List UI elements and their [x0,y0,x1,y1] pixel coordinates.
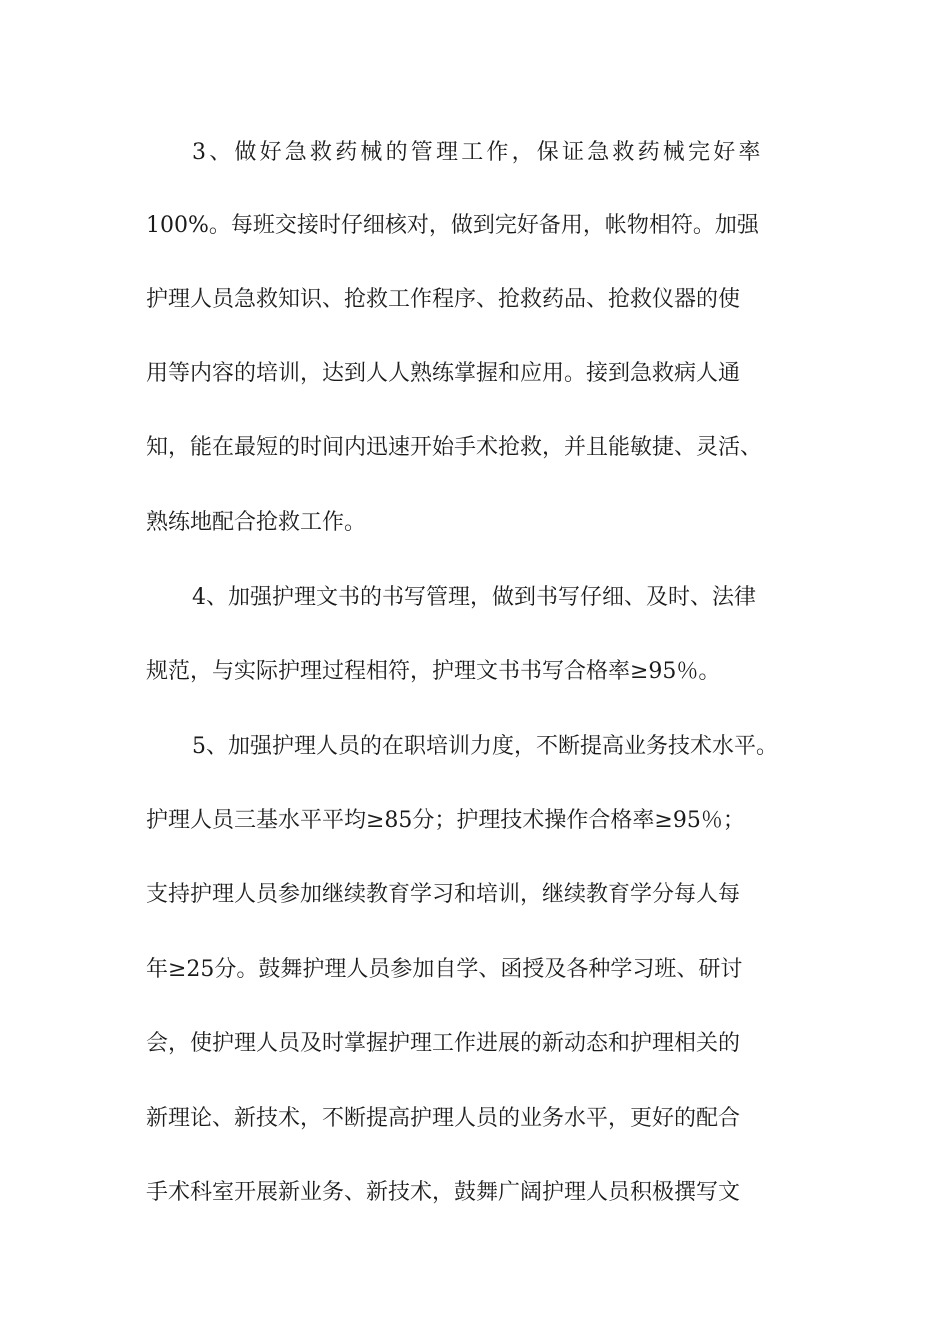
paragraph-3-line-3: 护理人员急救知识、抢救工作程序、抢救药品、抢救仪器的使 [146,287,741,312]
paragraph-5-line-3: 支持护理人员参加继续教育学习和培训，继续教育学分每人每 [146,882,741,907]
paragraph-5-line-4: 年≥25分。鼓舞护理人员参加自学、函授及各种学习班、研讨 [146,957,743,982]
paragraph-3-line-6: 熟练地配合抢救工作。 [146,510,367,535]
paragraph-5-line-1: 5、加强护理人员的在职培训力度，不断提高业务技术水平。 [192,734,778,759]
paragraph-3-line-5: 知，能在最短的时间内迅速开始手术抢救，并且能敏捷、灵活、 [146,435,763,460]
paragraph-3-line-1: 3、做好急救药械的管理工作，保证急救药械完好率 [192,140,764,165]
paragraph-4-line-1: 4、加强护理文书的书写管理，做到书写仔细、及时、法律 [192,585,756,610]
paragraph-5-line-6: 新理论、新技术，不断提高护理人员的业务水平，更好的配合 [146,1106,741,1131]
paragraph-4-line-2: 规范，与实际护理过程相符，护理文书书写合格率≥95％。 [146,659,721,684]
paragraph-5-line-5: 会，使护理人员及时掌握护理工作进展的新动态和护理相关的 [146,1031,741,1056]
paragraph-3-line-4: 用等内容的培训，达到人人熟练掌握和应用。接到急救病人通 [146,361,741,386]
paragraph-3-line-2: 100%。每班交接时仔细核对，做到完好备用，帐物相符。加强 [146,213,759,238]
paragraph-5-line-7: 手术科室开展新业务、新技术，鼓舞广阔护理人员积极撰写文 [146,1180,741,1205]
paragraph-5-line-2: 护理人员三基水平平均≥85分；护理技术操作合格率≥95％； [146,808,745,833]
